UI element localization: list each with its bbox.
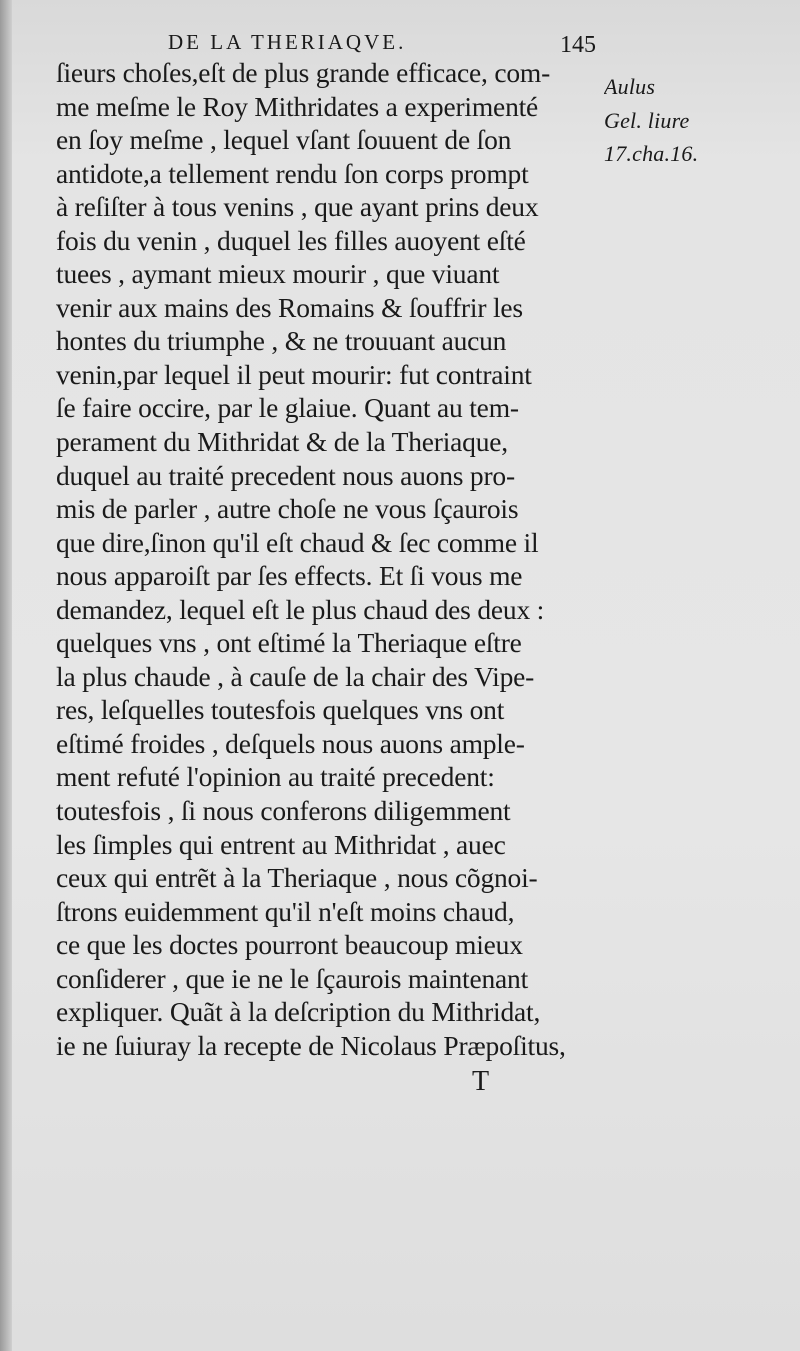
- margin-note: [604, 70, 794, 171]
- margin-note-line: Aulus: [604, 74, 656, 99]
- text-line: toutesfois , ſi nous conferons diligemment: [56, 795, 511, 827]
- text-line: perament du Mithridat & de la Theriaque,: [56, 426, 508, 458]
- text-line: duquel au traité precedent nous auons pro-: [56, 459, 515, 491]
- text-line: la plus chaude , à cauſe de la chair des Vipe-: [56, 660, 535, 692]
- text-line: res, leſquelles toutesfois quelques vns ont: [56, 694, 505, 726]
- text-line: expliquer. Quãt à la deſcription du Mithridat,: [56, 996, 541, 1028]
- text-line: ceux qui entrẽt à la Theriaque , nous cõgnoi-: [56, 862, 538, 894]
- text-line: fois du venin , duquel les filles auoyent eſté: [56, 224, 526, 256]
- running-head: DE LA THERIAQVE.: [168, 30, 407, 54]
- page-number: 145: [560, 32, 596, 58]
- text-line: que dire,ſinon qu'il eſt chaud & ſec comme il: [56, 526, 539, 558]
- margin-note-line: 17.cha.16.: [604, 141, 699, 166]
- text-line: à reſiſter à tous venins , que ayant prins deux: [56, 191, 539, 223]
- text-line: venir aux mains des Romains & ſouffrir les: [56, 291, 523, 323]
- text-line: mis de parler , autre choſe ne vous ſçaurois: [56, 493, 519, 525]
- text-line: quelques vns , ont eſtimé la Theriaque eſtre: [56, 627, 522, 659]
- text-line: eſtimé froides , deſquels nous auons ample-: [56, 727, 525, 759]
- text-line: me meſme le Roy Mithridates a experimenté: [56, 90, 539, 122]
- text-line: ie ne ſuiuray la recepte de Nicolaus Præpoſitus,: [56, 1029, 566, 1061]
- text-line: conſiderer , que ie ne le ſçaurois maintenant: [56, 962, 529, 994]
- margin-note-line: Gel. liure: [604, 107, 690, 133]
- text-line: ce que les doctes pourront beaucoup mieux: [56, 929, 523, 961]
- text-line: en ſoy meſme , lequel vſant ſouuent de ſon: [56, 124, 512, 156]
- body-text: [56, 56, 604, 1062]
- text-line: ment refuté l'opinion au traité precedent:: [56, 761, 495, 793]
- text-line: venin,par lequel il peut mourir: fut contraint: [56, 358, 532, 390]
- text-line: ſieurs choſes,eſt de plus grande efficace, com-: [56, 57, 551, 88]
- text-line: ſtrons euidemment qu'il n'eſt moins chaud,: [56, 895, 515, 927]
- text-line: antidote,a tellement rendu ſon corps prompt: [56, 157, 529, 189]
- text-line: demandez, lequel eſt le plus chaud des deux :: [56, 593, 545, 625]
- text-line: nous apparoiſt par ſes effects. Et ſi vous me: [56, 560, 523, 592]
- signature-mark: T: [472, 1066, 490, 1097]
- text-line: ſe faire occire, par le glaiue. Quant au tem-: [56, 392, 519, 424]
- text-line: hontes du triumphe , & ne trouuant aucun: [56, 325, 507, 357]
- text-line: tuees , aymant mieux mourir , que viuant: [56, 258, 500, 290]
- page-gutter-shadow: [0, 0, 12, 1351]
- text-line: les ſimples qui entrent au Mithridat , auec: [56, 828, 506, 860]
